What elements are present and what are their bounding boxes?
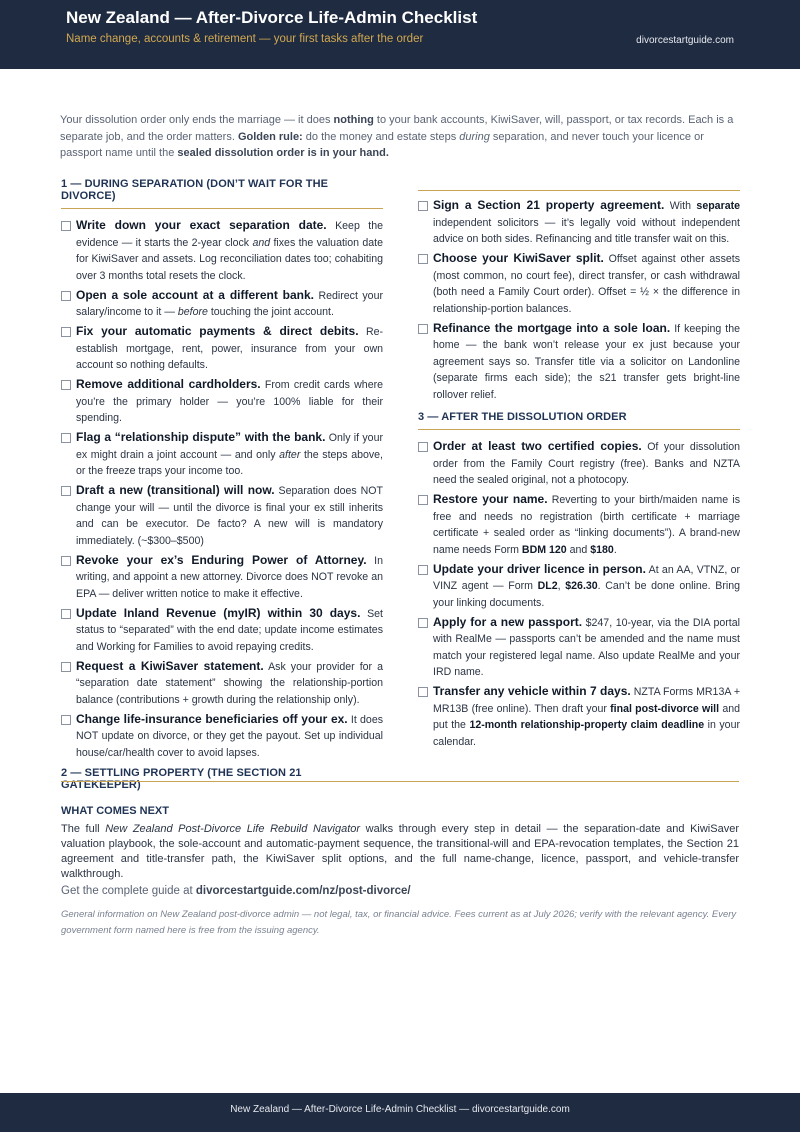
checkbox[interactable]	[418, 201, 428, 211]
checkbox[interactable]	[61, 433, 71, 443]
checkbox[interactable]	[61, 486, 71, 496]
checklist-item: Apply for a new passport. $247, 10-year, via the DIA portal with RealMe — passports can’t be amended and the name must match your registered legal name. Also update RealMe and your IRD name.	[418, 614, 740, 681]
checkbox[interactable]	[61, 291, 71, 301]
page-title: New Zealand — After-Divorce Life-Admin Checklist	[66, 8, 478, 27]
checkbox[interactable]	[61, 556, 71, 566]
checklist-item: Fix your automatic payments & direct debits. Re-establish mortgage, rent, power, insurance from your own account so nothing defaults.	[61, 323, 383, 374]
checklist-item: Sign a Section 21 property agreement. With separate independent solicitors — it’s legally void without independent advice on both sides. Refinancing and title transfer wait on this.	[418, 197, 740, 248]
checkbox[interactable]	[418, 687, 428, 697]
disclaimer: General information on New Zealand post-divorce admin — not legal, tax, or financial advice. Fees current as at July 2026; verify with the relevant agency. Every government form named here is free from the issuing agency.	[61, 909, 737, 936]
checkbox[interactable]	[61, 609, 71, 619]
next-paragraph: The full New Zealand Post-Divorce Life Rebuild Navigator walks through every step in detail — the separation-date and KiwiSaver valuation playbook, the sole-account and automatic-payment sequence, the transitional-will and EPA-revocation templates, the Section 21 agreement and title-transfer path, the KiwiSaver split options, and the full name-change, licence, passport, and vehicle-transfer walkthrough.	[61, 823, 739, 880]
section-3-heading: 3 — AFTER THE DISSOLUTION ORDER	[418, 411, 740, 430]
intro-paragraph: Your dissolution order only ends the marriage — it does nothing to your bank accounts, KiwiSaver, will, passport, or tax records. Each is a separate job, and the order matters. Golden rule: do the money and estate steps during separation, and never touch your licence or passport name until the sealed dissolution order is in your hand.	[60, 114, 734, 159]
page-header	[0, 0, 800, 69]
left-column	[61, 178, 383, 803]
checkbox[interactable]	[418, 618, 428, 628]
checkbox[interactable]	[61, 715, 71, 725]
checkbox[interactable]	[418, 442, 428, 452]
divider	[61, 781, 739, 782]
guide-link[interactable]: divorcestartguide.com/nz/post-divorce/	[195, 885, 411, 897]
checklist-item: Update your driver licence in person. At an AA, VTNZ, or VINZ agent — Form DL2, $26.30. Can’t be done online. Bring your linking documents.	[418, 561, 740, 612]
site-name: divorcestartguide.com	[636, 35, 734, 46]
checklist-item: Flag a “relationship dispute” with the bank. Only if your ex might drain a joint account — and only after the steps above, or the freeze traps your income too.	[61, 429, 383, 480]
checkbox[interactable]	[418, 254, 428, 264]
checkbox[interactable]	[61, 380, 71, 390]
checklist-item: Choose your KiwiSaver split. Offset against other assets (most common, no court fee), direct transfer, or cash withdrawal (both need a Family Court order). Offset = ½ × the difference in relationship-portion balances.	[418, 250, 740, 317]
checkbox[interactable]	[61, 327, 71, 337]
section-2-rule	[418, 190, 740, 191]
right-column	[418, 178, 740, 753]
checklist-item: Open a sole account at a different bank. Redirect your salary/income to it — before touching the joint account.	[61, 287, 383, 321]
next-heading: WHAT COMES NEXT	[61, 805, 169, 817]
page-footer: New Zealand — After-Divorce Life-Admin Checklist — divorcestartguide.com	[0, 1093, 800, 1132]
section-1-heading: 1 — DURING SEPARATION (DON’T WAIT FOR THE DIVORCE)	[61, 178, 383, 209]
checkbox[interactable]	[418, 565, 428, 575]
checkbox[interactable]	[418, 324, 428, 334]
checklist-item: Order at least two certified copies. Of your dissolution order from the Family Court registry (free). Banks and NZTA need the sealed original, not a photocopy.	[418, 438, 740, 489]
checklist-item: Restore your name. Reverting to your birth/maiden name is free and needs no registration (birth certificate + marriage certificate + sealed order as “linking documents”). A brand-new name needs Form BDM 120 and $180.	[418, 491, 740, 558]
checkbox[interactable]	[61, 662, 71, 672]
checklist-item: Remove additional cardholders. From credit cards where you’re the primary holder — you’re 100% liable for their spending.	[61, 376, 383, 427]
checklist-item: Refinance the mortgage into a sole loan. If keeping the home — the bank won’t release your ex just because your agreement says so. Transfer title via a solicitor on Landonline (separate firms each side); the s21 transfer gets bright-line rollover relief.	[418, 320, 740, 404]
section-2-heading: 2 — SETTLING PROPERTY (THE SECTION 21 GATEKEEPER)	[61, 767, 302, 791]
checkbox[interactable]	[61, 221, 71, 231]
checkbox[interactable]	[418, 495, 428, 505]
page-subtitle: Name change, accounts & retirement — your first tasks after the order	[66, 33, 424, 45]
checklist-item: Draft a new (transitional) will now. Separation does NOT change your will — until the divorce is final your ex still inherits and can be executor. De facto? A new will is mandatory immediately. (~$300–$500)	[61, 482, 383, 549]
checklist-item: Change life-insurance beneficiaries off your ex. It does NOT update on divorce, or they get the payout. Set up individual house/car/health cover to avoid lapses.	[61, 711, 383, 762]
checklist-item: Write down your exact separation date. Keep the evidence — it starts the 2-year clock and fixes the valuation date for KiwiSaver and assets. Log reconciliation dates too; cohabiting over 3 months total resets the clock.	[61, 217, 383, 284]
checklist-item: Request a KiwiSaver statement. Ask your provider for a “separation date statement” showing the relationship-portion balance (contributions + growth during the relationship only).	[61, 658, 383, 709]
checklist-item: Revoke your ex’s Enduring Power of Attorney. In writing, and appoint a new attorney. Divorce does NOT revoke an EPA — deliver written notice to make it effective.	[61, 552, 383, 603]
checklist-item: Transfer any vehicle within 7 days. NZTA Forms MR13A + MR13B (free online). Then draft your final post-divorce will and put the 12-month relationship-property claim deadline in your calendar.	[418, 683, 740, 750]
checklist-item: Update Inland Revenue (myIR) within 30 days. Set status to “separated” with the end date; update income estimates and Working for Families to avoid repaying credits.	[61, 605, 383, 656]
guide-link-line: Get the complete guide at divorcestartguide.com/nz/post-divorce/	[61, 885, 411, 897]
